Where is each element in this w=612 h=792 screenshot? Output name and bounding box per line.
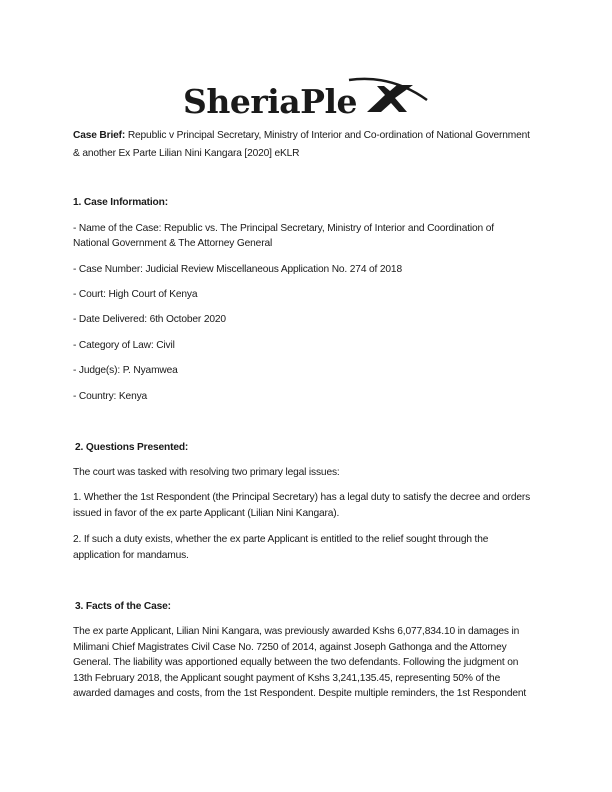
sheriaplex-logo [0, 76, 612, 122]
case-name-line-1: - Name of the Case: Republic vs. The Principal Secretary, Ministry of Interior and Coordination of [73, 223, 494, 234]
logo-wordmark: SheriaPle [183, 82, 357, 121]
questions-intro: The court was tasked with resolving two primary legal issues: [73, 467, 340, 478]
facts-line-2: Milimani Chief Magistrates Civil Case No. 7250 of 2014, against Joseph Gathonga and the Attorney [73, 642, 507, 653]
case-number: - Case Number: Judicial Review Miscellaneous Application No. 274 of 2018 [73, 264, 402, 275]
case-name-line-2: National Government & The Attorney General [73, 238, 273, 249]
date-delivered: - Date Delivered: 6th October 2020 [73, 314, 226, 325]
section-1-heading: 1. Case Information: [73, 197, 168, 208]
case-brief-label: Case Brief: [73, 130, 126, 141]
facts-line-3: General. The liability was apportioned equally between the two defendants. Following the judgment on [73, 657, 519, 668]
facts-line-4: 13th February 2018, the Applicant sought payment of Kshs 3,241,135.45, representing 50% of the [73, 673, 501, 684]
section-3-heading: 3. Facts of the Case: [75, 601, 171, 612]
country: - Country: Kenya [73, 391, 148, 402]
case-brief-line-2: & another Ex Parte Lilian Nini Kangara [2020] eKLR [73, 148, 300, 159]
section-2-heading: 2. Questions Presented: [75, 442, 189, 453]
logo-mark [181, 76, 431, 122]
question-2-line-1: 2. If such a duty exists, whether the ex parte Applicant is entitled to the relief sought through the [73, 534, 489, 545]
logo-x-mark [349, 79, 427, 112]
question-1-line-2: issued in favor of the ex parte Applicant (Lilian Nini Kangara). [73, 508, 340, 519]
question-1-line-1: 1. Whether the 1st Respondent (the Principal Secretary) has a legal duty to satisfy the decree and orders [73, 492, 531, 503]
judges: - Judge(s): P. Nyamwea [73, 365, 178, 376]
court: - Court: High Court of Kenya [73, 289, 198, 300]
facts-line-5: awarded damages and costs, from the 1st Respondent. Despite multiple reminders, the 1st Respondent [73, 688, 527, 699]
case-brief-title: Republic v Principal Secretary, Ministry of Interior and Co-ordination of National Government [125, 130, 530, 141]
facts-line-1: The ex parte Applicant, Lilian Nini Kangara, was previously awarded Kshs 6,077,834.10 in damages in [73, 626, 520, 637]
category-of-law: - Category of Law: Civil [73, 340, 175, 351]
question-2-line-2: application for mandamus. [73, 550, 189, 561]
case-brief-line-1 [73, 128, 530, 144]
